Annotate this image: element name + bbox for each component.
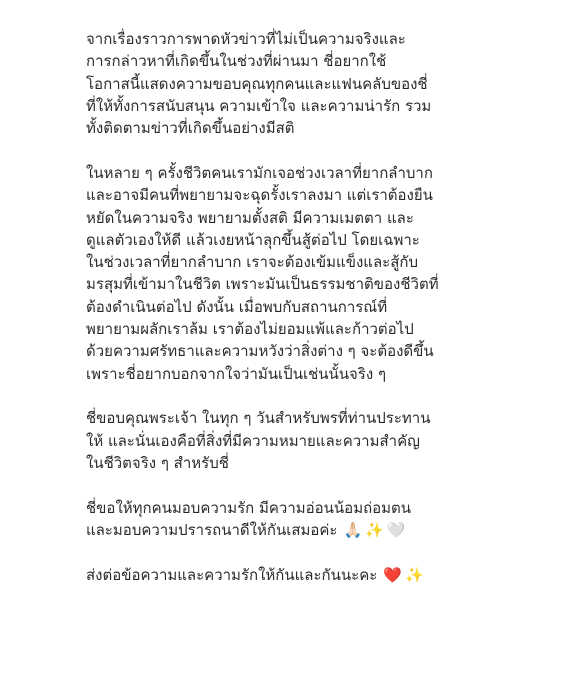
text-line: พยายามผลักเราล้ม เราต้องไม่ยอมแพ้และก้าวต่อไป	[86, 320, 414, 339]
text-line: ชี่ขอบคุณพระเจ้า ในทุก ๆ วันสำหรับพรที่ท่านประทาน	[86, 409, 431, 428]
paragraph-gratitude	[86, 407, 486, 474]
text-line: ให้ และนั่นเองคือที่สิ่งที่มีความหมายและความสำคัญ	[86, 431, 420, 450]
text-line: ต้องดำเนินต่อไป ดังนั้น เมื่อพบกับสถานการณ์ที่	[86, 297, 388, 316]
text-line: หยัดในความจริง พยายามตั้งสติ มีความเมตตา และ	[86, 208, 414, 227]
message-body	[86, 28, 486, 609]
text-line-with-emoji	[86, 564, 486, 586]
paragraph-closing	[86, 564, 486, 586]
text-line: ด้วยความศรัทธาและความหวังว่าสิ่งต่าง ๆ จะต้องดีขึ้น	[86, 342, 434, 361]
text-line: ในช่วงเวลาที่ยากลำบาก เราจะต้องเข้มแข็งและสู้กับ	[86, 253, 418, 272]
text-line: เพราะชี่อยากบอกจากใจว่ามันเป็นเช่นนั้นจริง ๆ	[86, 364, 387, 383]
text-line: ที่ให้ทั้งการสนับสนุน ความเข้าใจ และความน่ารัก รวม	[86, 96, 432, 115]
text-line: การกล่าวหาที่เกิดขึ้นในช่วงที่ผ่านมา ชี่อยากใช้	[86, 52, 387, 71]
text-line: โอกาสนี้แสดงความขอบคุณทุกคนและแฟนคลับของชี่	[86, 74, 428, 93]
text-line: และอาจมีคนที่พยายามจะฉุดรั้งเราลงมา แต่เราต้องยืน	[86, 186, 433, 205]
text-line: ในชีวิตจริง ๆ สำหรับชี่	[86, 454, 229, 473]
text-line-with-emoji	[86, 519, 486, 541]
text-line: จากเรื่องราวการพาดหัวข่าวที่ไม่เป็นความจริงและ	[86, 30, 406, 48]
red-heart-icon: ❤️	[383, 565, 402, 584]
text-line: มรสุมที่เข้ามาในชีวิต เพราะมันเป็นธรรมชาติของชีวิตที่	[86, 275, 439, 294]
paragraph-thanks-intro	[86, 28, 486, 139]
white-heart-icon: 🤍	[386, 521, 406, 540]
text-line: ดูแลตัวเองให้ดี แล้วเงยหน้าลุกขึ้นสู้ต่อไป โดยเฉพาะ	[86, 230, 420, 249]
paragraph-love-request	[86, 497, 486, 542]
text-line: ในหลาย ๆ ครั้งชีวิตคนเรามักเจอช่วงเวลาที่ยากลำบาก	[86, 163, 433, 182]
sparkles-icon: ✨	[404, 565, 424, 584]
text-line: และมอบความปรารถนาดีให้กันเสมอค่ะ	[86, 521, 338, 540]
text-line: ชี่ขอให้ทุกคนมอบความรัก มีความอ่อนน้อมถ่อมตน	[86, 498, 412, 517]
text-line: ส่งต่อข้อความและความรักให้กันและกันนะคะ	[86, 565, 378, 584]
text-line: ทั้งติดตามข่าวที่เกิดขึ้นอย่างมีสติ	[86, 119, 295, 138]
sparkles-icon: ✨	[365, 521, 384, 540]
praying-hands-icon: 🙏🏻	[343, 521, 363, 540]
paragraph-life-struggles	[86, 162, 486, 385]
